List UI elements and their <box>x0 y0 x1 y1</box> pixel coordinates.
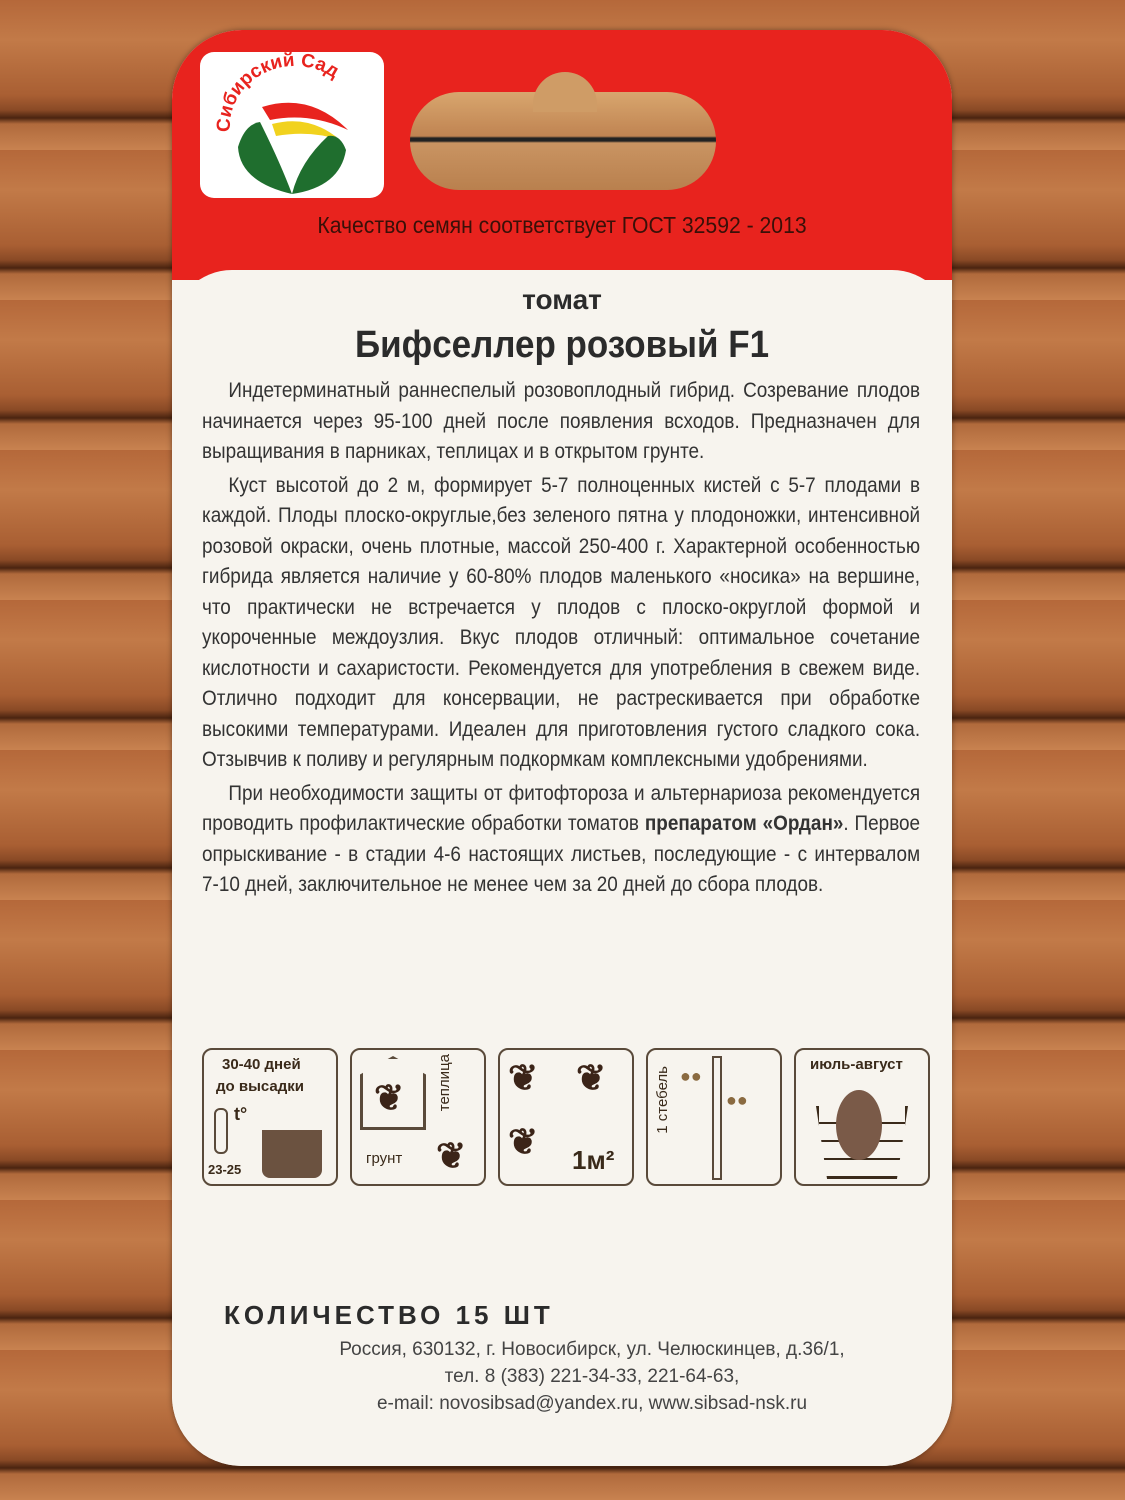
thermometer-icon <box>214 1108 228 1154</box>
growing-icons <box>202 1048 930 1186</box>
stem-label: 1 стебель <box>654 1066 671 1134</box>
seedling-icon: ❦ <box>508 1057 539 1098</box>
product-name: Бифселлер розовый F1 <box>354 324 770 366</box>
tomatoes-icon <box>836 1090 882 1160</box>
harvest-icon <box>794 1048 930 1186</box>
seedling-icon: ❦ <box>576 1057 607 1098</box>
temperature-label: t° <box>234 1104 248 1124</box>
fruit-cluster-icon: ●● <box>726 1090 748 1110</box>
area-label: 1м² <box>572 1145 615 1175</box>
sowing-icon <box>202 1048 338 1186</box>
seed-quantity: КОЛИЧЕСТВО 15 ШТ <box>224 1300 554 1330</box>
stake-icon <box>712 1056 722 1180</box>
seedling-icon: ❦ <box>436 1135 467 1176</box>
stem-icon <box>646 1048 782 1186</box>
density-icon <box>498 1048 634 1186</box>
gost-note: Качество семян соответствует ГОСТ 32592 - 2013 <box>317 212 807 238</box>
svg-text:Сибирский Сад: Сибирский Сад <box>213 52 343 133</box>
greenhouse-label: теплица <box>436 1054 453 1112</box>
description <box>202 375 920 903</box>
sowing-days: 30-40 дней <box>222 1056 301 1073</box>
address: Россия, 630132, г. Новосибирск, ул. Челюскинцев, д.36/1, <box>339 1339 845 1360</box>
contacts: e-mail: novosibsad@yandex.ru, www.sibsad-nsk.ru <box>376 1393 808 1414</box>
sowing-label: до высадки <box>216 1078 305 1095</box>
manufacturer-info <box>172 1336 952 1417</box>
pot-icon <box>262 1130 322 1178</box>
seedling-icon: ❦ <box>508 1121 539 1162</box>
fruit-cluster-icon: ●● <box>680 1066 702 1086</box>
seed-packet <box>172 30 952 1466</box>
protection-text: . Первое опрыскивание - в стадии 4-6 настоящих листьев, последующие - с интервалом 7-10 дней, заключительное не менее чем за 20 дней до сбора плодов. <box>202 811 921 896</box>
phone: тел. 8 (383) 221-34-33, 221-64-63, <box>444 1366 740 1387</box>
protection-paragraph <box>202 778 920 900</box>
hang-slot <box>410 92 716 190</box>
ground-label: грунт <box>366 1150 403 1167</box>
header-band <box>172 30 952 280</box>
brand-logo <box>200 52 384 198</box>
description-paragraph: Куст высотой до 2 м, формирует 5-7 полноценных кистей с 5-7 плодами в каждой. Плоды плоско-округлые,без зеленого пятна у плодоножки, интенсивной розовой окраски, очень плотные, массой 250-400 г. Характерной особенностью гибрида является наличие у 60-80% плодов маленького «носика» на вершине, что практически не встречается у плодов с плоско-округлой формой и укороченные междоузлия. Вкус плодов отличный: оптимальное сочетание кислотности и сахаристости. Рекомендуется для употребления в свежем виде. Отлично подходит для консервации, не растрескивается при обработке высокими температурами. Идеален для приготовления густого сладкого сока. Отзывчив к поливу и регулярным подкормкам комплексными удобрениями. <box>202 472 921 771</box>
seedling-icon: ❦ <box>374 1077 405 1118</box>
protection-text: При необходимости защиты от фитофтороза и альтернариоза рекомендуется проводить профилактические обработки томатов <box>202 780 921 835</box>
description-paragraph: Индетерминатный раннеспелый розовоплодный гибрид. Созревание плодов начинается через 95-100 дней после появления всходов. Предназначен для выращивания в парниках, теплицах и в открытом грунте. <box>202 378 921 463</box>
product-remedy: препаратом «Ордан» <box>644 811 844 835</box>
temperature-range: 23-25 <box>208 1162 242 1177</box>
product-kind: томат <box>522 284 602 315</box>
harvest-period: июль-август <box>810 1056 903 1073</box>
place-icon <box>350 1048 486 1186</box>
